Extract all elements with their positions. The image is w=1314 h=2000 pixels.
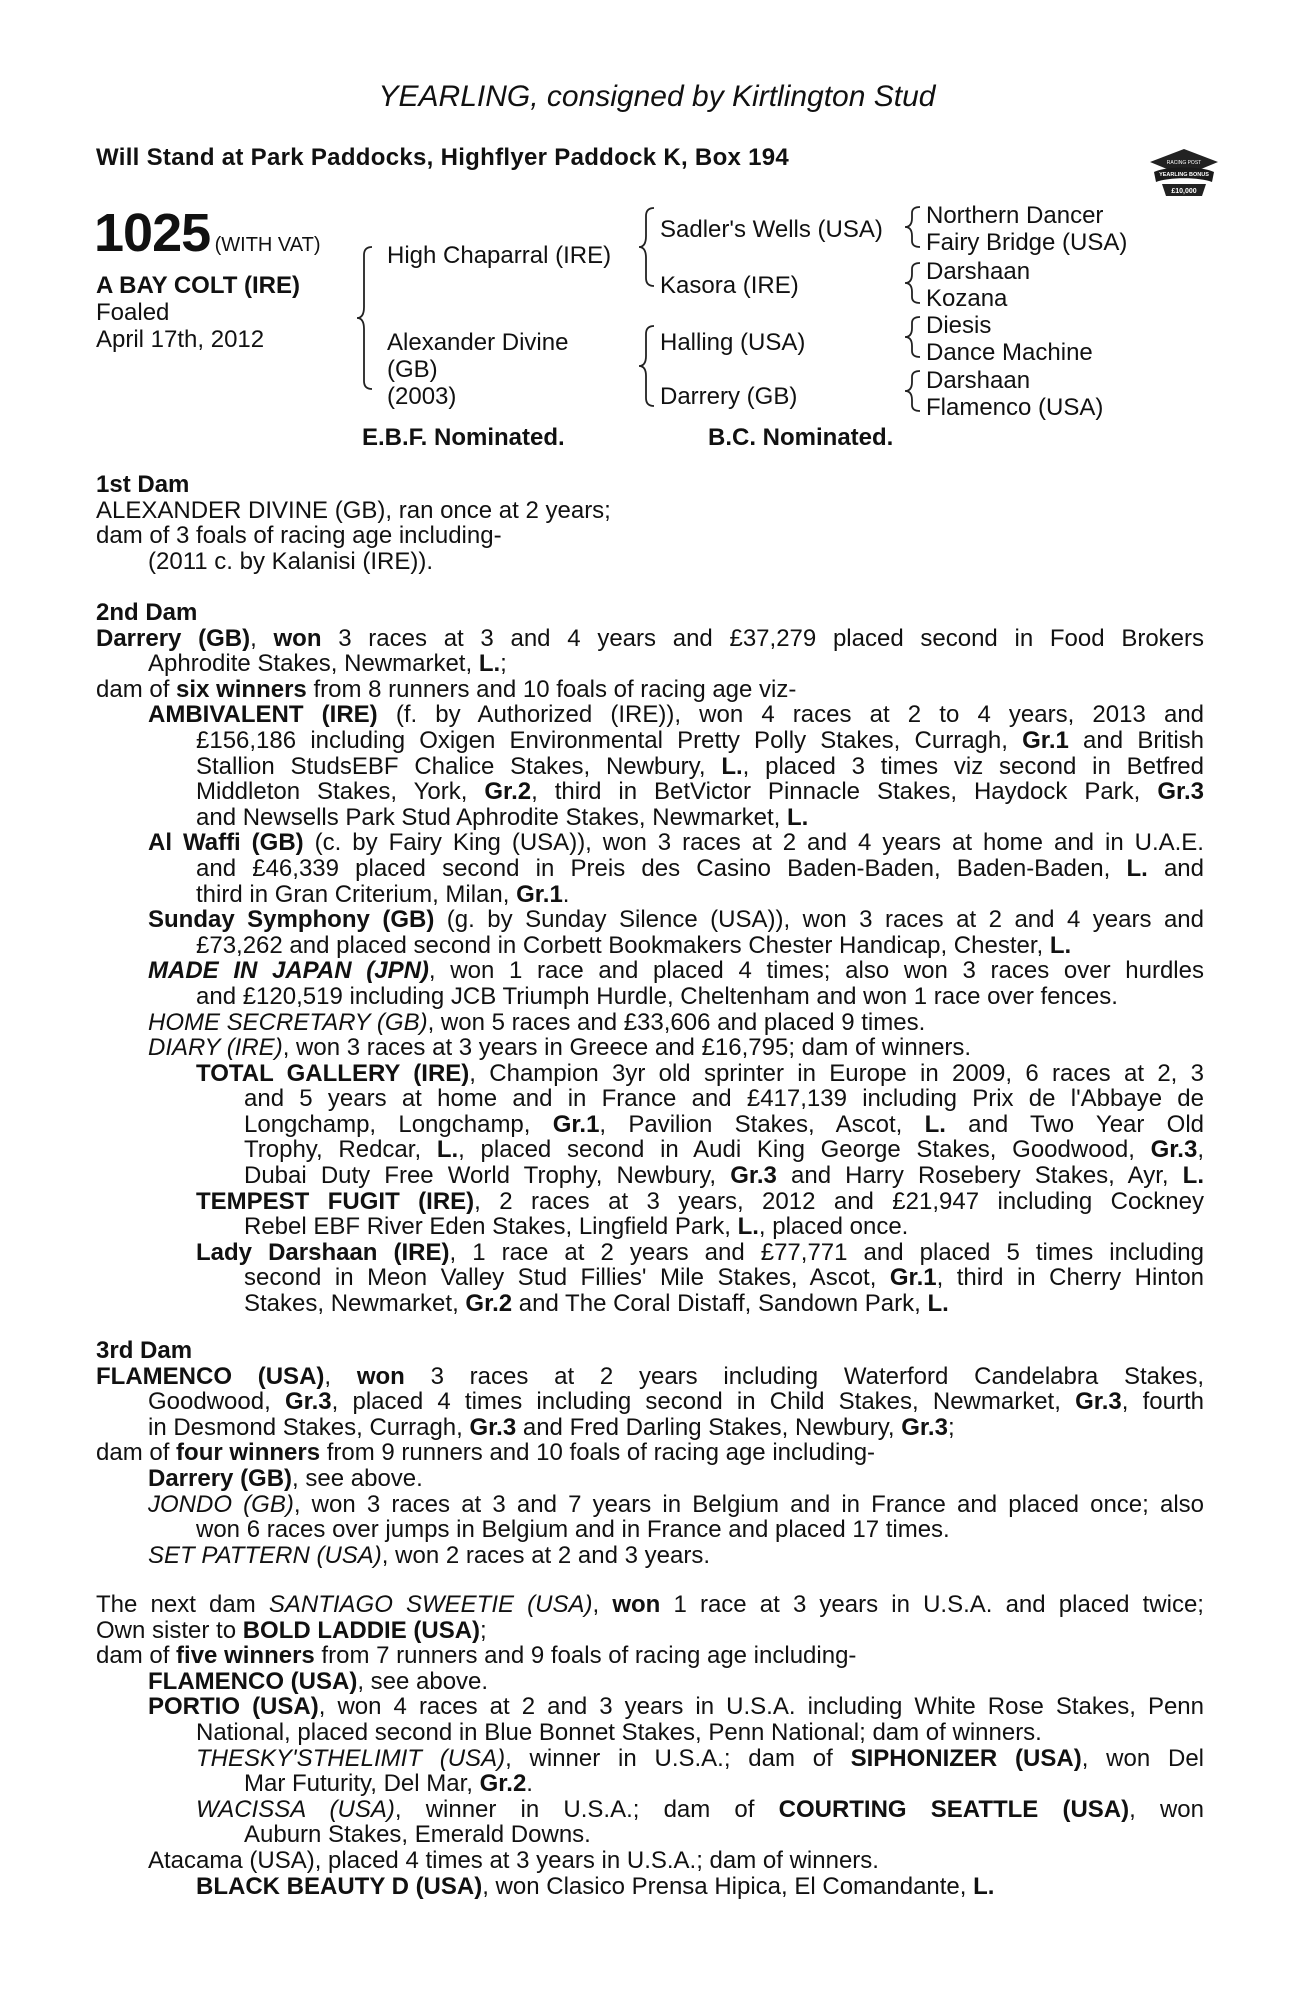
thesky-line-2: Mar Futurity, Del Mar, Gr.2. bbox=[244, 1770, 533, 1798]
sire-sire-sire: Northern Dancer bbox=[926, 202, 1104, 229]
bracket-dam bbox=[639, 326, 654, 406]
portio-line-2: National, placed second in Blue Bonnet Stakes, Penn National; dam of winners. bbox=[196, 1718, 1042, 1746]
totalgallery-line-4: Trophy, Redcar, L., placed second in Audi King George Stakes, Goodwood, Gr.3, bbox=[244, 1136, 1204, 1164]
totalgallery-line-2: and 5 years at home and in France and £417,139 including Prix de l'Abbaye de bbox=[244, 1085, 1204, 1113]
horse-name: MADE IN JAPAN (JPN) bbox=[148, 957, 429, 985]
bracket-main bbox=[357, 247, 372, 389]
horse-name: Sunday Symphony (GB) bbox=[148, 906, 435, 934]
ambivalent-line-5: and Newsells Park Stud Aphrodite Stakes, Newmarket, L. bbox=[196, 803, 809, 831]
horse-name: Darrery (GB) bbox=[96, 624, 251, 652]
darrery-line-2: Aphrodite Stakes, Newmarket, L.; bbox=[148, 650, 507, 678]
alwaffi-line-3: third in Gran Criterium, Milan, Gr.1. bbox=[196, 880, 570, 908]
diary-line: DIARY (IRE), won 3 races at 3 years in Greece and £16,795; dam of winners. bbox=[148, 1034, 972, 1062]
totalgallery-line-5: Dubai Duty Free World Trophy, Newbury, Gr.3 and Harry Rosebery Stakes, Ayr, L. bbox=[244, 1162, 1204, 1190]
totalgallery-line-1: TOTAL GALLERY (IRE), Champion 3yr old sprinter in Europe in 2009, 6 races at 2, 3 bbox=[196, 1059, 1204, 1087]
sire-dam-sire: Darshaan bbox=[926, 258, 1031, 285]
first-dam-line-2: dam of 3 foals of racing age including- bbox=[96, 522, 502, 550]
ladydarshaan-line-1: Lady Darshaan (IRE), 1 race at 2 years and £77,771 and placed 5 times including bbox=[196, 1238, 1204, 1266]
tempest-line-1: TEMPEST FUGIT (IRE), 2 races at 3 years, 2012 and £21,947 including Cockney bbox=[196, 1187, 1204, 1215]
next-dam-line-1: The next dam SANTIAGO SWEETIE (USA), won 1 race at 3 years in U.S.A. and placed twice; bbox=[96, 1591, 1204, 1618]
bc-nominated: B.C. Nominated. bbox=[708, 424, 894, 451]
dam-sire-sire: Diesis bbox=[926, 312, 992, 339]
next-dam-produce: dam of five winners from 7 runners and 9 foals of racing age including- bbox=[96, 1642, 857, 1670]
homesec-line: HOME SECRETARY (GB), won 5 races and £33,606 and placed 9 times. bbox=[148, 1008, 926, 1036]
foaled-date: April 17th, 2012 bbox=[96, 326, 265, 353]
blackbeauty-line: BLACK BEAUTY D (USA), won Clasico Prensa Hipica, El Comandante, L. bbox=[196, 1872, 995, 1900]
jondo-line-1: JONDO (GB), won 3 races at 3 and 7 years in Belgium and in France and placed once; also bbox=[148, 1490, 1205, 1518]
sire-dam: Kasora (IRE) bbox=[660, 272, 799, 299]
third-dam-produce: dam of four winners from 9 runners and 10 foals of racing age including- bbox=[96, 1439, 876, 1467]
dam-sire: Halling (USA) bbox=[660, 329, 806, 356]
dam-line-1: Alexander Divine bbox=[387, 329, 569, 356]
ladydarshaan-line-2: second in Meon Valley Stud Fillies' Mile Stakes, Ascot, Gr.1, third in Cherry Hinton bbox=[244, 1264, 1205, 1292]
badge-text-2: YEARLING BONUS bbox=[1159, 172, 1209, 178]
bracket-ds bbox=[905, 317, 920, 357]
totalgallery-line-3: Longchamp, Longchamp, Gr.1, Pavilion Stakes, Ascot, L. and Two Year Old bbox=[244, 1110, 1204, 1138]
third-dam-heading: 3rd Dam bbox=[96, 1337, 193, 1364]
bracket-ss bbox=[905, 207, 920, 247]
horse-name: FLAMENCO (USA) bbox=[96, 1362, 325, 1390]
wacissa-line-1: WACISSA (USA), winner in U.S.A.; dam of COURTING SEATTLE (USA), won bbox=[196, 1795, 1204, 1823]
second-dam-produce: dam of six winners from 8 runners and 10 foals of racing age viz- bbox=[96, 675, 797, 703]
second-dam-heading: 2nd Dam bbox=[96, 599, 198, 626]
atacama-line: Atacama (USA), placed 4 times at 3 years in U.S.A.; dam of winners. bbox=[148, 1846, 879, 1874]
bracket-dd bbox=[905, 371, 920, 411]
alwaffi-line-1: Al Waffi (GB) (c. by Fairy King (USA)), won 3 races at 2 and 4 years at home and in U.A.E. bbox=[148, 829, 1204, 857]
ambivalent-line-1: AMBIVALENT (IRE) (f. by Authorized (IRE)), won 4 races at 2 to 4 years, 2013 and bbox=[148, 701, 1205, 729]
madeinjapan-line-1: MADE IN JAPAN (JPN), won 1 race and placed 4 times; also won 3 races over hurdles bbox=[148, 957, 1204, 985]
sire-sire-dam: Fairy Bridge (USA) bbox=[926, 229, 1128, 256]
ambivalent-line-2: £156,186 including Oxigen Environmental Pretty Polly Stakes, Curragh, Gr.1 and British bbox=[196, 726, 1204, 754]
ambivalent-line-4: Middleton Stakes, York, Gr.2, third in BetVictor Pinnacle Stakes, Haydock Park, Gr.3 bbox=[196, 778, 1205, 806]
flamenco-line-2: Goodwood, Gr.3, placed 4 times including second in Child Stakes, Newmarket, Gr.3, fourth bbox=[148, 1388, 1204, 1416]
third-dam-section bbox=[96, 1338, 1204, 1568]
stand-location: Will Stand at Park Paddocks, Highflyer Paddock K, Box 194 bbox=[96, 144, 790, 171]
vat-note: (WITH VAT) bbox=[214, 234, 321, 256]
thesky-line-1: THESKY'STHELIMIT (USA), winner in U.S.A.; dam of SIPHONIZER (USA), won Del bbox=[196, 1744, 1205, 1772]
sunday-line-1: Sunday Symphony (GB) (g. by Sunday Silence (USA)), won 3 races at 2 and 4 years and bbox=[148, 906, 1205, 934]
horse-name: AMBIVALENT (IRE) bbox=[148, 701, 378, 729]
setpattern-line: SET PATTERN (USA), won 2 races at 2 and 3 years. bbox=[148, 1541, 710, 1569]
badge-text-3: £10,000 bbox=[1171, 188, 1197, 195]
next-dam-line-2: Own sister to BOLD LADDIE (USA); bbox=[96, 1616, 487, 1644]
darrery-ref: Darrery (GB), see above. bbox=[148, 1464, 423, 1492]
darrery-line-1: Darrery (GB), won 3 races at 3 and 4 years and £37,279 placed second in Food Brokers bbox=[96, 624, 1205, 652]
next-dam-section bbox=[96, 1592, 1204, 1899]
horse-name: Lady Darshaan (IRE) bbox=[196, 1238, 450, 1266]
tempest-line-2: Rebel EBF River Eden Stakes, Lingfield Park, L., placed once. bbox=[244, 1213, 909, 1241]
first-dam-line-3: (2011 c. by Kalanisi (IRE)). bbox=[148, 547, 433, 575]
first-dam-section bbox=[96, 472, 1204, 574]
jondo-line-2: won 6 races over jumps in Belgium and in France and placed 17 times. bbox=[196, 1516, 950, 1544]
wacissa-line-2: Auburn Stakes, Emerald Downs. bbox=[244, 1821, 591, 1849]
sire-sire: Sadler's Wells (USA) bbox=[660, 216, 883, 243]
horse-name: Al Waffi (GB) bbox=[148, 829, 304, 857]
ladydarshaan-line-3: Stakes, Newmarket, Gr.2 and The Coral Distaff, Sandown Park, L. bbox=[244, 1290, 949, 1318]
bracket-sd bbox=[905, 263, 920, 303]
horse-name: TEMPEST FUGIT (IRE) bbox=[196, 1187, 475, 1215]
badge-text-1: RACING POST bbox=[1166, 160, 1202, 166]
dam-dam-dam: Flamenco (USA) bbox=[926, 394, 1104, 421]
sire: High Chaparral (IRE) bbox=[387, 242, 612, 269]
horse-name: PORTIO (USA) bbox=[148, 1693, 319, 1721]
madeinjapan-line-2: and £120,519 including JCB Triumph Hurdle, Cheltenham and won 1 race over fences. bbox=[196, 982, 1118, 1010]
lot-name: A BAY COLT (IRE) bbox=[96, 272, 301, 299]
flamenco-line-1: FLAMENCO (USA), won 3 races at 2 years including Waterford Candelabra Stakes, bbox=[96, 1362, 1205, 1390]
horse-name: TOTAL GALLERY (IRE) bbox=[196, 1059, 470, 1087]
first-dam-line-1: ALEXANDER DIVINE (GB), ran once at 2 years; bbox=[96, 496, 611, 524]
first-dam-heading: 1st Dam bbox=[96, 471, 190, 498]
flamenco-ref: FLAMENCO (USA), see above. bbox=[148, 1667, 489, 1695]
alwaffi-line-2: and £46,339 placed second in Preis des Casino Baden-Baden, Baden-Baden, L. and bbox=[196, 854, 1204, 882]
dam-dam: Darrery (GB) bbox=[660, 383, 798, 410]
dam-sire-dam: Dance Machine bbox=[926, 339, 1093, 366]
portio-line-1: PORTIO (USA), won 4 races at 2 and 3 years in U.S.A. including White Rose Stakes, Penn bbox=[148, 1693, 1204, 1721]
sunday-line-2: £73,262 and placed second in Corbett Bookmakers Chester Handicap, Chester, L. bbox=[196, 931, 1072, 959]
dam-dam-sire: Darshaan bbox=[926, 367, 1031, 394]
sire-dam-dam: Kozana bbox=[926, 285, 1008, 312]
lot-number: 1025 bbox=[94, 203, 211, 263]
page-title: YEARLING, consigned by Kirtlington Stud bbox=[378, 80, 936, 113]
dam-line-2: (GB) bbox=[387, 356, 438, 383]
ebf-nominated: E.B.F. Nominated. bbox=[362, 424, 565, 451]
won-label: won bbox=[273, 624, 322, 652]
second-dam-section bbox=[96, 600, 1204, 1317]
ambivalent-line-3: Stallion StudsEBF Chalice Stakes, Newbury, L., placed 3 times viz second in Betfred bbox=[196, 752, 1204, 780]
foaled-label: Foaled bbox=[96, 299, 170, 326]
bracket-sire bbox=[639, 208, 654, 286]
flamenco-line-3: in Desmond Stakes, Curragh, Gr.3 and Fred Darling Stakes, Newbury, Gr.3; bbox=[148, 1413, 955, 1441]
dam-line-3: (2003) bbox=[387, 383, 457, 410]
